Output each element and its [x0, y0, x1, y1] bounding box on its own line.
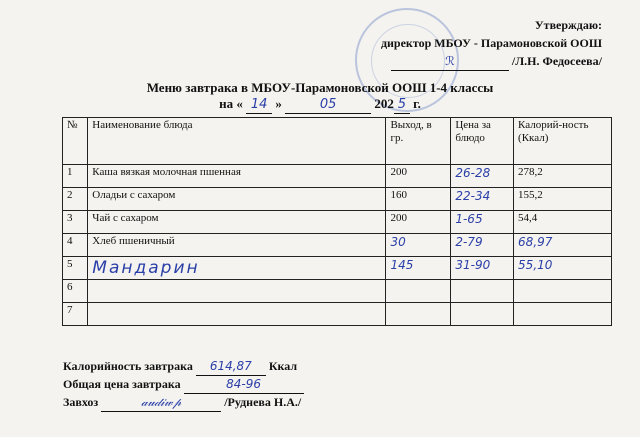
dish-portion: 30 [386, 234, 451, 257]
dish-portion: 145 [386, 257, 451, 280]
dish-portion [386, 280, 451, 303]
row-number: 1 [63, 165, 88, 188]
dish-name: Каша вязкая молочная пшенная [88, 165, 386, 188]
header-calories: Калорий-ность (Ккал) [514, 118, 612, 165]
table-row [63, 234, 612, 257]
manager-signature: 𝒶𝓊𝒹𝒾𝓌𝓅 [101, 394, 221, 412]
dish-calories: 55,10 [514, 257, 612, 280]
menu-table [62, 117, 612, 326]
dish-calories: 54,4 [514, 211, 612, 234]
dish-price [451, 280, 514, 303]
title-date-line [0, 96, 640, 114]
row-number: 3 [63, 211, 88, 234]
row-number: 2 [63, 188, 88, 211]
dish-price: 26-28 [451, 165, 514, 188]
price-line [63, 376, 304, 394]
row-number: 5 [63, 257, 88, 280]
date-year-prefix: 202 [374, 96, 394, 111]
date-open-quote: на « [219, 96, 243, 111]
table-row [63, 188, 612, 211]
header-dish-name: Наименование блюда [88, 118, 386, 165]
table-header-row [63, 118, 612, 165]
approval-line-3 [381, 52, 602, 71]
price-value: 84-96 [184, 376, 304, 394]
row-number: 6 [63, 280, 88, 303]
date-day: 14 [246, 97, 272, 114]
table-row [63, 211, 612, 234]
dish-price: 31-90 [451, 257, 514, 280]
approval-line-2: директор МБОУ - Парамоновской ООШ [380, 36, 602, 50]
dish-portion: 200 [386, 211, 451, 234]
table-row [63, 303, 612, 326]
calories-label: Калорийность завтрака [63, 359, 193, 373]
dish-calories: 278,2 [514, 165, 612, 188]
manager-name: /Руднева Н.А./ [224, 395, 302, 409]
dish-calories [514, 303, 612, 326]
date-year-suffix: г. [413, 96, 421, 111]
approval-block [381, 16, 602, 71]
dish-calories: 68,97 [514, 234, 612, 257]
dish-name: Хлеб пшеничный [88, 234, 386, 257]
header-price: Цена за блюдо [451, 118, 514, 165]
date-close-quote: » [275, 96, 282, 111]
dish-portion: 200 [386, 165, 451, 188]
dish-name: Мандарин [88, 257, 386, 280]
table-row [63, 280, 612, 303]
dish-calories: 155,2 [514, 188, 612, 211]
calories-line [63, 358, 304, 376]
dish-price [451, 303, 514, 326]
manager-line [63, 394, 304, 412]
footer-block [63, 358, 304, 412]
dish-calories [514, 280, 612, 303]
dish-name [88, 280, 386, 303]
price-label: Общая цена завтрака [63, 377, 181, 391]
header-portion: Выход, в гр. [386, 118, 451, 165]
row-number: 7 [63, 303, 88, 326]
table-row [63, 257, 612, 280]
date-year-digit: 5 [394, 97, 410, 114]
row-number: 4 [63, 234, 88, 257]
dish-price: 22-34 [451, 188, 514, 211]
manager-label: Завхоз [63, 395, 99, 409]
date-month: 05 [285, 97, 371, 114]
menu-title [0, 80, 640, 114]
calories-value: 614,87 [196, 358, 266, 376]
dish-price: 2-79 [451, 234, 514, 257]
director-name: /Л.Н. Федосеева/ [511, 54, 602, 68]
title-line-1: Меню завтрака в МБОУ-Парамоновской ООШ 1-4 классы [146, 80, 494, 95]
dish-portion [386, 303, 451, 326]
dish-price: 1-65 [451, 211, 514, 234]
header-number: № [63, 118, 88, 165]
dish-name [88, 303, 386, 326]
approval-line-1: Утверждаю: [534, 18, 602, 32]
dish-portion: 160 [386, 188, 451, 211]
director-signature: ℛ [391, 52, 509, 71]
calories-unit: Ккал [268, 359, 298, 373]
table-row [63, 165, 612, 188]
dish-name: Чай с сахаром [88, 211, 386, 234]
dish-name: Оладьи с сахаром [88, 188, 386, 211]
